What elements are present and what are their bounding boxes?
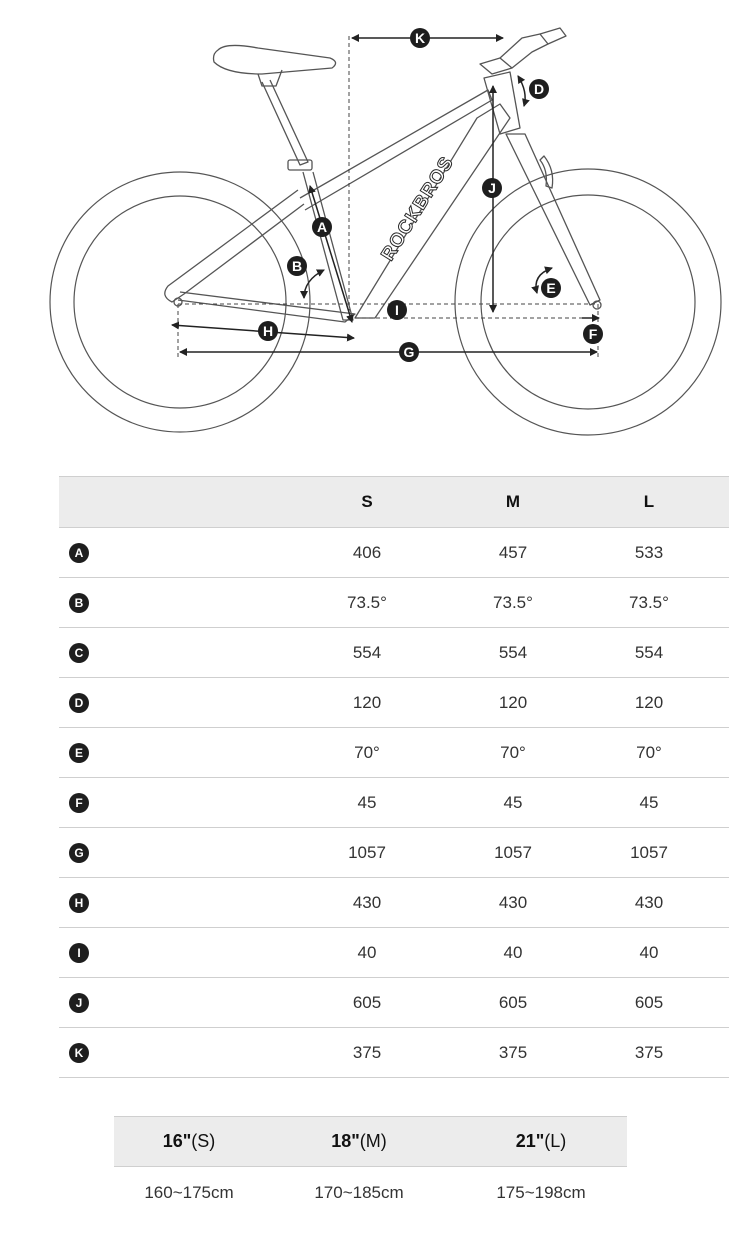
value-m: 73.5° [493,592,533,612]
svg-text:E: E [546,280,556,296]
value-m: 40 [503,942,523,962]
rear-wheel [50,172,310,432]
svg-text:K: K [414,30,426,46]
value-s: 1057 [348,842,386,862]
value-m: 120 [498,692,528,712]
svg-text:G: G [403,344,415,360]
value-m: 375 [498,1042,528,1062]
svg-text:H: H [262,323,274,339]
badge-d [529,79,549,99]
frame-size-s: 16" (S) [162,1131,216,1151]
dimension-label-badge: K [69,1043,89,1063]
brand-text: ROCKBROS [377,152,459,265]
svg-text:D: D [533,81,545,97]
value-s: 40 [357,942,377,962]
value-l: 70° [636,742,662,762]
dimension-label-badge: F [69,793,89,813]
table-row [59,778,729,828]
table-row [59,578,729,628]
column-header-s: S [361,492,373,511]
table-row [59,678,729,728]
badge-k [410,28,430,48]
column-header-l: L [643,492,655,511]
table-row [59,1028,729,1078]
value-m: 45 [503,792,523,812]
value-m: 605 [498,992,528,1012]
value-s: 70° [354,742,380,762]
value-s: 554 [352,642,382,662]
dimension-label-badge: I [69,943,89,963]
value-m: 554 [498,642,528,662]
badge-f [583,324,603,344]
badge-e [541,278,561,298]
dimension-label-badge: C [69,643,89,663]
dimension-label-badge: B [69,593,89,613]
svg-text:A: A [316,219,328,235]
dimension-label-badge: J [69,993,89,1013]
column-header-m: M [505,492,521,511]
dimension-label-badge: E [69,743,89,763]
value-m: 430 [498,892,528,912]
dimension-label-badge: A [69,543,89,563]
svg-text:B: B [291,258,303,274]
value-l: 533 [634,542,664,562]
rider-height-l: 175~198cm [496,1183,586,1202]
dimension-label-badge: D [69,693,89,713]
value-l: 605 [634,992,664,1012]
table-row [59,978,729,1028]
value-l: 120 [634,692,664,712]
badge-h [258,321,278,341]
rider-height-s: 160~175cm [144,1183,234,1202]
rider-height-m: 170~185cm [314,1183,404,1202]
dimension-label-badge: G [69,843,89,863]
bike-geometry-diagram [0,0,746,450]
badge-i [387,300,407,320]
value-l: 1057 [630,842,668,862]
value-s: 73.5° [347,592,387,612]
table-row [59,528,729,578]
value-s: 406 [352,542,382,562]
size-table-header [114,1116,627,1167]
table-row [59,878,729,928]
value-l: 375 [634,1042,664,1062]
frame-size-m: 18" (M) [331,1131,387,1151]
value-l: 554 [634,642,664,662]
geometry-table-header [59,476,729,528]
rider-height-row [114,1167,627,1219]
value-l: 430 [634,892,664,912]
size-recommendation-table [114,1116,627,1219]
value-s: 375 [352,1042,382,1062]
badge-j [482,178,502,198]
table-row [59,728,729,778]
badge-g [399,342,419,362]
value-m: 70° [500,742,526,762]
badge-a [312,217,332,237]
svg-text:F: F [588,326,598,342]
table-row [59,628,729,678]
value-s: 45 [357,792,377,812]
value-l: 45 [639,792,659,812]
table-row [59,928,729,978]
value-s: 605 [352,992,382,1012]
bike-frame [165,28,601,322]
svg-text:J: J [488,180,496,196]
value-l: 40 [639,942,659,962]
geometry-table [59,476,729,1078]
svg-text:I: I [395,302,399,318]
dimension-label-badge: H [69,893,89,913]
value-m: 1057 [494,842,532,862]
value-s: 120 [352,692,382,712]
badge-b [287,256,307,276]
frame-size-l: 21" (L) [515,1131,567,1151]
value-l: 73.5° [629,592,669,612]
value-m: 457 [498,542,528,562]
value-s: 430 [352,892,382,912]
table-row [59,828,729,878]
